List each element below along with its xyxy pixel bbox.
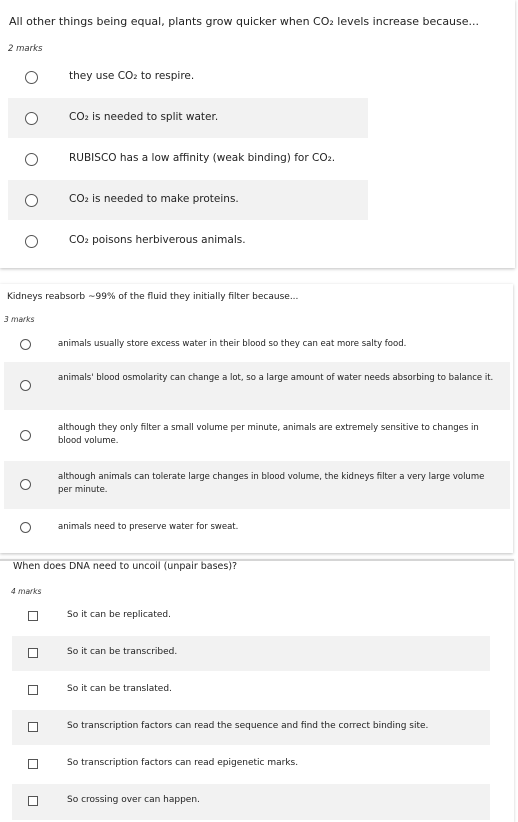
- option-label: CO₂ is needed to split water.: [69, 111, 219, 123]
- option-label: So it can be translated.: [67, 684, 172, 694]
- option-1-2[interactable]: [8, 98, 368, 138]
- checkbox[interactable]: [28, 685, 38, 695]
- option-label: animals need to preserve water for sweat.: [58, 522, 239, 532]
- radio-button[interactable]: [20, 430, 31, 441]
- checkbox[interactable]: [28, 611, 38, 621]
- option-label: So it can be transcribed.: [67, 647, 178, 657]
- option-label: So transcription factors can read epigenetic marks.: [67, 758, 299, 768]
- option-3-6[interactable]: [12, 784, 490, 820]
- radio-button[interactable]: [20, 522, 31, 533]
- option-1-4[interactable]: [8, 180, 368, 220]
- option-label: So transcription factors can read the sequence and find the correct binding site.: [67, 721, 429, 731]
- checkbox[interactable]: [28, 648, 38, 658]
- option-label: CO₂ is needed to make proteins.: [69, 193, 239, 205]
- radio-button[interactable]: [25, 71, 38, 84]
- option-label: although animals can tolerate large changes in blood volume, the kidneys filter a very large volume per minute.: [58, 472, 485, 495]
- question-1-marks: 2 marks: [8, 44, 43, 54]
- option-1-1[interactable]: [8, 57, 368, 97]
- option-label: RUBISCO has a low affinity (weak binding) for CO₂.: [69, 152, 336, 164]
- option-label: animals usually store excess water in their blood so they can eat more salty food.: [58, 339, 407, 349]
- checkbox[interactable]: [28, 796, 38, 806]
- option-label: although they only filter a small volume per minute, animals are extremely sensitive to changes in blood volume.: [58, 423, 479, 446]
- option-label: they use CO₂ to respire.: [69, 70, 195, 82]
- question-card-2: [0, 284, 513, 553]
- question-2-title: Kidneys reabsorb ~99% of the fluid they initially filter because...: [7, 292, 299, 302]
- question-3-title: When does DNA need to uncoil (unpair bases)?: [13, 561, 238, 572]
- option-label: animals' blood osmolarity can change a lot, so a large amount of water needs absorbing to balance it.: [58, 373, 494, 383]
- option-1-3[interactable]: [8, 139, 368, 179]
- radio-button[interactable]: [20, 479, 31, 490]
- option-3-2[interactable]: [12, 636, 490, 671]
- radio-button[interactable]: [25, 235, 38, 248]
- option-2-3[interactable]: [4, 412, 510, 460]
- radio-button[interactable]: [25, 112, 38, 125]
- option-3-4[interactable]: [12, 710, 490, 745]
- question-card-3: [0, 559, 514, 822]
- option-label: So it can be replicated.: [67, 610, 171, 620]
- option-2-1[interactable]: [4, 330, 510, 359]
- option-label: So crossing over can happen.: [67, 795, 200, 805]
- question-2-marks: 3 marks: [4, 315, 35, 324]
- option-2-2[interactable]: [4, 362, 510, 410]
- option-3-1[interactable]: [12, 599, 490, 634]
- option-3-5[interactable]: [12, 747, 490, 782]
- radio-button[interactable]: [20, 380, 31, 391]
- radio-button[interactable]: [25, 194, 38, 207]
- radio-button[interactable]: [25, 153, 38, 166]
- question-1-title: All other things being equal, plants grow quicker when CO₂ levels increase because...: [9, 15, 480, 28]
- question-3-marks: 4 marks: [11, 587, 42, 596]
- option-1-5[interactable]: [8, 221, 368, 261]
- option-2-5[interactable]: [4, 513, 510, 542]
- question-card-1: [0, 0, 515, 268]
- option-3-3[interactable]: [12, 673, 490, 708]
- checkbox[interactable]: [28, 759, 38, 769]
- radio-button[interactable]: [20, 339, 31, 350]
- checkbox[interactable]: [28, 722, 38, 732]
- option-label: CO₂ poisons herbiverous animals.: [69, 234, 246, 246]
- option-2-4[interactable]: [4, 461, 510, 509]
